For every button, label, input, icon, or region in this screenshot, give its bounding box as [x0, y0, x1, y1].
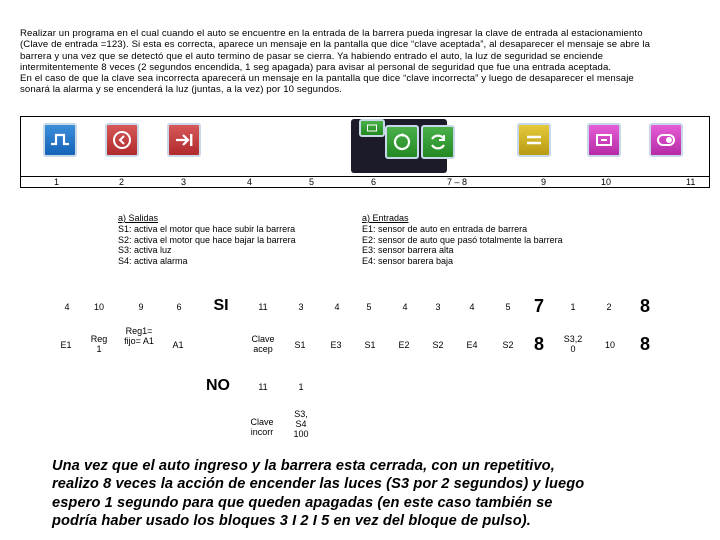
intro-line: barrera y una vez que se detectó que el auto termino de pasar se cierra. Ya habiendo entrado el auto, la luz de seguridad se enciende	[20, 50, 604, 62]
input-item: E1: sensor de auto en entrada de barrera	[362, 223, 528, 234]
program-cell-bold: 8	[639, 296, 650, 316]
block-number: 9	[541, 177, 547, 187]
program-cell: 11	[258, 382, 268, 392]
block-number: 7 – 8	[447, 177, 468, 187]
param-cell-bold: 8	[533, 334, 544, 354]
param-cell-bold: 8	[639, 334, 650, 354]
gate-icon[interactable]	[587, 123, 621, 157]
intro-line: Realizar un programa en el cual cuando el auto se encuentre en la entrada de la barrera pueda ingresar la clave de entrada al estacionamiento	[20, 28, 643, 39]
conclusion-line: espero 1 segundo para que queden apagadas (en este caso también se	[52, 494, 553, 511]
param-cell: S2	[432, 340, 444, 350]
param-cell: S1	[364, 340, 376, 350]
output-item: S4: activa alarma	[118, 256, 188, 267]
no-branch-label: NO	[206, 377, 230, 394]
conclusion-line: Una vez que el auto ingreso y la barrera esta cerrada, con un repetitivo,	[52, 458, 555, 474]
display-icon[interactable]	[359, 119, 385, 137]
program-cell-bold: 7	[533, 296, 544, 316]
param-cell: E1	[60, 340, 72, 350]
param-cell: Clave incorr	[250, 417, 274, 437]
program-cell: 1	[570, 302, 576, 312]
toggle-icon[interactable]	[649, 123, 683, 157]
param-cell: Reg 1	[90, 334, 108, 354]
output-item: S1: activa el motor que hace subir la barrera	[118, 223, 296, 234]
param-cell: S3,2 0	[563, 334, 583, 354]
intro-line: intermitentemente 8 veces (2 segundos encendida, 1 seg apagada) para avisar al personal de seguridad que fue una entrada aceptada.	[20, 61, 612, 73]
pulse-icon[interactable]	[43, 123, 77, 157]
block-number: 10	[601, 177, 612, 187]
param-cell: E4	[466, 340, 478, 350]
repeat-icon[interactable]	[421, 125, 455, 159]
block-number: 11	[686, 177, 696, 187]
intro-line: (Clave de entrada =123). Si esta es correcta, aparece un mensaje en la pantalla que dice “clave aceptada”, al desaparecer el mensaje se abre la	[20, 39, 650, 51]
inputs-legend	[362, 213, 563, 267]
block-number-row	[20, 176, 710, 188]
program-cell: 1	[298, 382, 304, 392]
block-number: 3	[181, 177, 187, 187]
intro-line: En el caso de que la clave sea incorrecta aparecerá un mensaje en la pantalla que dice “clave incorrecta” y luego de desaparecer el mensaje	[20, 73, 634, 85]
program-cell: 5	[366, 302, 372, 312]
block-number: 2	[119, 177, 125, 187]
program-cell: 4	[469, 302, 475, 312]
output-item: S3: activa luz	[118, 245, 172, 256]
param-cell: E2	[398, 340, 410, 350]
program-cell: 6	[176, 302, 182, 312]
intro-line: sonará la alarma y se encenderá la luz (juntas, a la vez) por 10 segundos.	[20, 84, 343, 96]
block-number: 4	[247, 177, 253, 187]
block-number: 6	[371, 177, 377, 187]
input-item: E3: sensor barrera alta	[362, 245, 454, 256]
block-number: 5	[309, 177, 315, 187]
program-cell: 9	[138, 302, 144, 312]
program-cell: 4	[334, 302, 340, 312]
block-number: 1	[54, 177, 60, 187]
blocks-strip	[20, 116, 710, 176]
timer-icon[interactable]	[105, 123, 139, 157]
param-cell: A1	[172, 340, 184, 350]
program-cell: 3	[435, 302, 441, 312]
conclusion-line: podría haber usado los bloques 3 I 2 I 5 en vez del bloque de pulso).	[52, 513, 531, 530]
input-item: E4: sensor barera baja	[362, 256, 454, 267]
param-cell: S2	[502, 340, 514, 350]
program-cell: 3	[298, 302, 304, 312]
conclusion-line: realizo 8 veces la acción de encender las luces (S3 por 2 segundos) y luego	[52, 476, 585, 493]
param-cell: 10	[604, 340, 615, 350]
output-item: S2: activa el motor que hace bajar la barrera	[118, 234, 296, 245]
input-item: E2: sensor de auto que pasó totalmente la barrera	[362, 234, 563, 245]
compare-icon[interactable]	[517, 123, 551, 157]
problem-statement	[20, 28, 710, 96]
param-cell: E3	[330, 340, 342, 350]
program-cell: 10	[93, 302, 104, 312]
param-cell: S3, S4 100	[293, 409, 309, 439]
outputs-legend	[118, 213, 296, 267]
program-cell: 5	[505, 302, 511, 312]
loop-icon[interactable]	[385, 125, 419, 159]
param-cell: Reg1= fijo= A1	[124, 326, 154, 346]
program-cell: 4	[402, 302, 408, 312]
program-cell: 2	[606, 302, 612, 312]
yes-branch-label: SI	[213, 297, 229, 314]
inputs-title: a) Entradas	[362, 213, 409, 223]
program-cell: 11	[258, 302, 268, 312]
param-cell: S1	[294, 340, 306, 350]
conclusion-text	[52, 457, 702, 531]
param-cell: Clave acep	[251, 334, 275, 354]
program-cell: 4	[64, 302, 70, 312]
arrow-out-icon[interactable]	[167, 123, 201, 157]
outputs-title: a) Salidas	[118, 213, 159, 223]
